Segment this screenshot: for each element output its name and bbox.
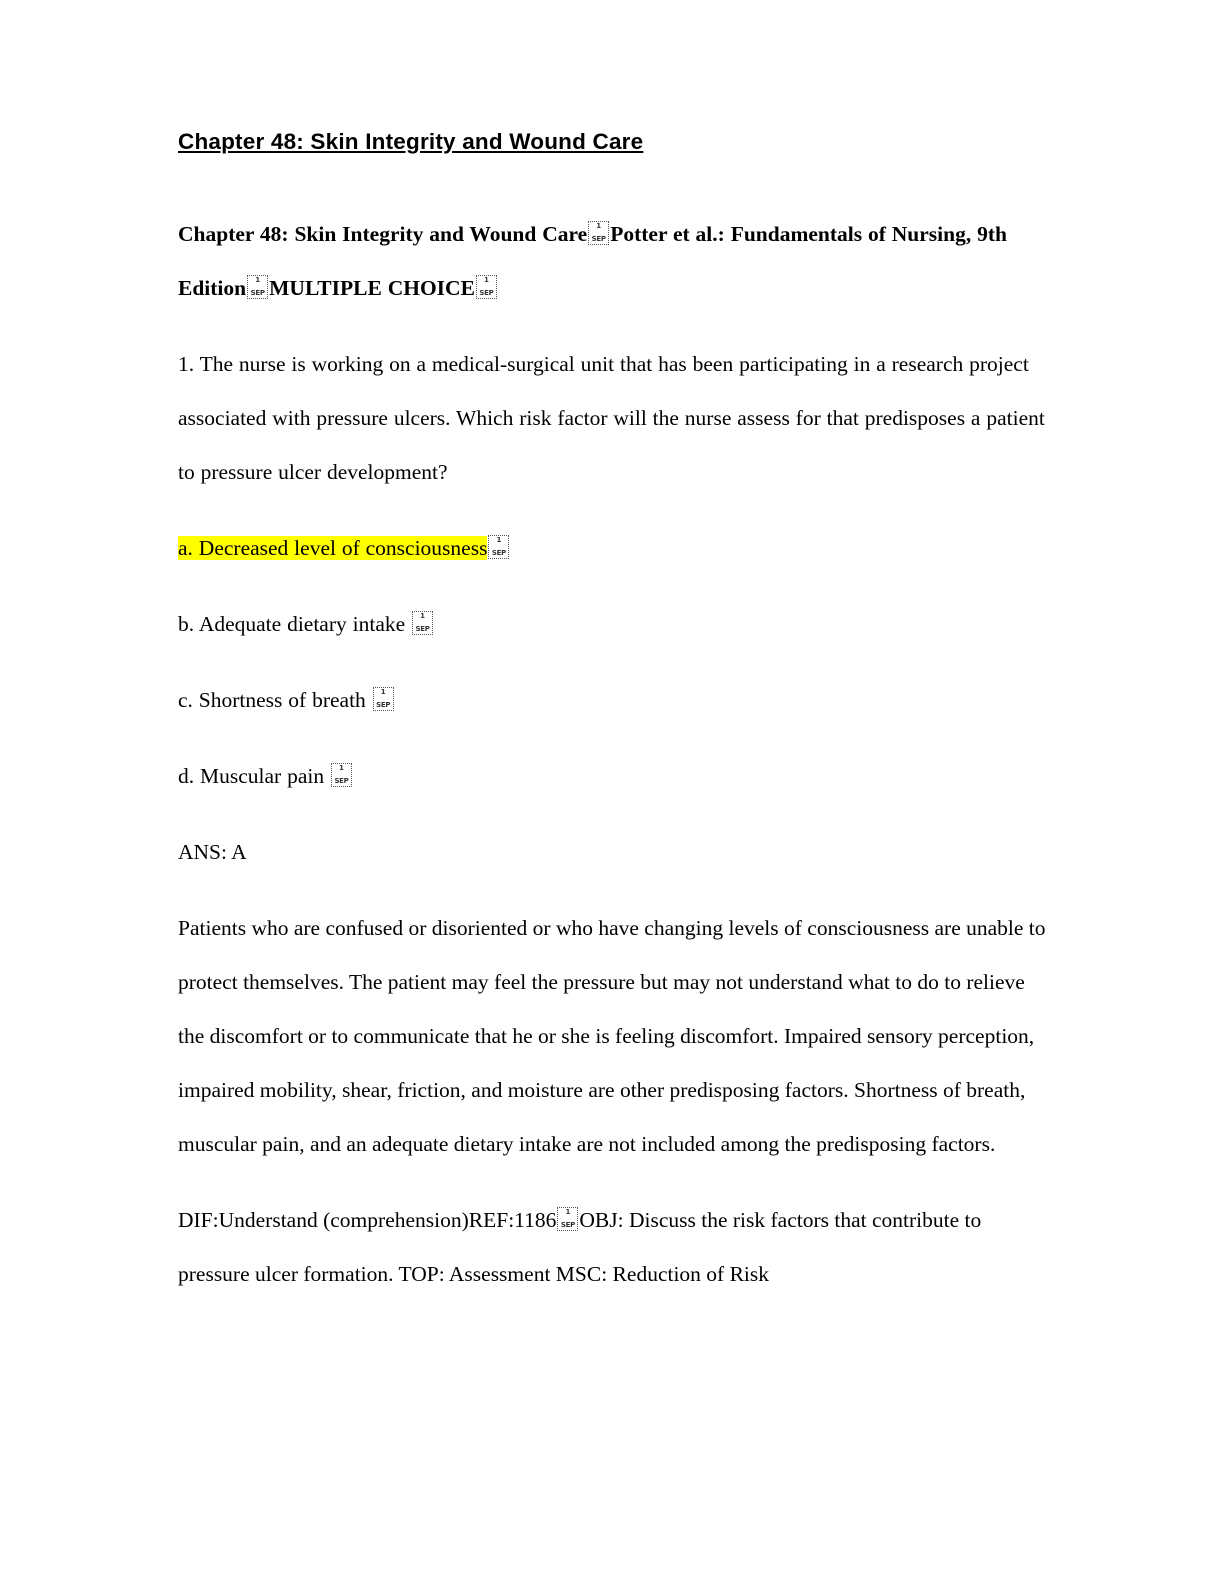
answer-option-b-label: b. Adequate dietary intake bbox=[178, 612, 406, 636]
answer-option-a-label: a. Decreased level of consciousness bbox=[178, 536, 488, 560]
question-text: 1. The nurse is working on a medical-surgical unit that has been participating in a research project associated with pressure ulcers. Which risk factor will the nurse assess for that predisposes a patient to pressure ulcer development? bbox=[178, 352, 1045, 484]
question-metadata-dif-ref: DIF:Understand (comprehension)REF:1186 bbox=[178, 1208, 557, 1232]
document-subheading bbox=[178, 207, 1048, 315]
subheading-section-text: MULTIPLE CHOICE bbox=[269, 276, 475, 300]
separator-control-icon bbox=[373, 687, 394, 711]
answer-option-d bbox=[178, 749, 1048, 803]
subheading-edition-text: Nursing, 9th Edition bbox=[178, 222, 1007, 300]
separator-control-icon bbox=[412, 611, 433, 635]
separator-control-icon bbox=[247, 275, 268, 299]
question-metadata bbox=[178, 1193, 1048, 1301]
answer-option-a bbox=[178, 521, 1048, 575]
separator-control-icon bbox=[557, 1207, 578, 1231]
answer-option-c-label: c. Shortness of breath bbox=[178, 688, 366, 712]
answer-option-c bbox=[178, 673, 1048, 727]
question-metadata-obj: OBJ: Discuss the risk factors that contribute to pressure ulcer formation. TOP: Assessment MSC: Reduction of Risk bbox=[178, 1208, 982, 1286]
separator-control-icon bbox=[488, 535, 509, 559]
subheading-source-text: Potter et al.: Fundamentals of bbox=[610, 222, 886, 246]
separator-control-icon bbox=[588, 221, 609, 245]
page-title: Chapter 48: Skin Integrity and Wound Care bbox=[178, 129, 644, 154]
answer-key: ANS: A bbox=[178, 840, 247, 864]
separator-control-icon bbox=[331, 763, 352, 787]
answer-option-b bbox=[178, 597, 1048, 651]
answer-option-d-label: d. Muscular pain bbox=[178, 764, 325, 788]
separator-control-icon bbox=[476, 275, 497, 299]
answer-rationale: Patients who are confused or disoriented or who have changing levels of consciousness are unable to protect themselves. The patient may feel the pressure but may not understand what to do to relieve the discomfort or to communicate that he or she is feeling discomfort. Impaired sensory perception, impaired mobility, shear, friction, and moisture are other predisposing factors. Shortness of breath, muscular pain, and an adequate dietary intake are not included among the predisposing factors. bbox=[178, 916, 1046, 1156]
subheading-chapter-text: Chapter 48: Skin Integrity and Wound Care bbox=[178, 222, 588, 246]
